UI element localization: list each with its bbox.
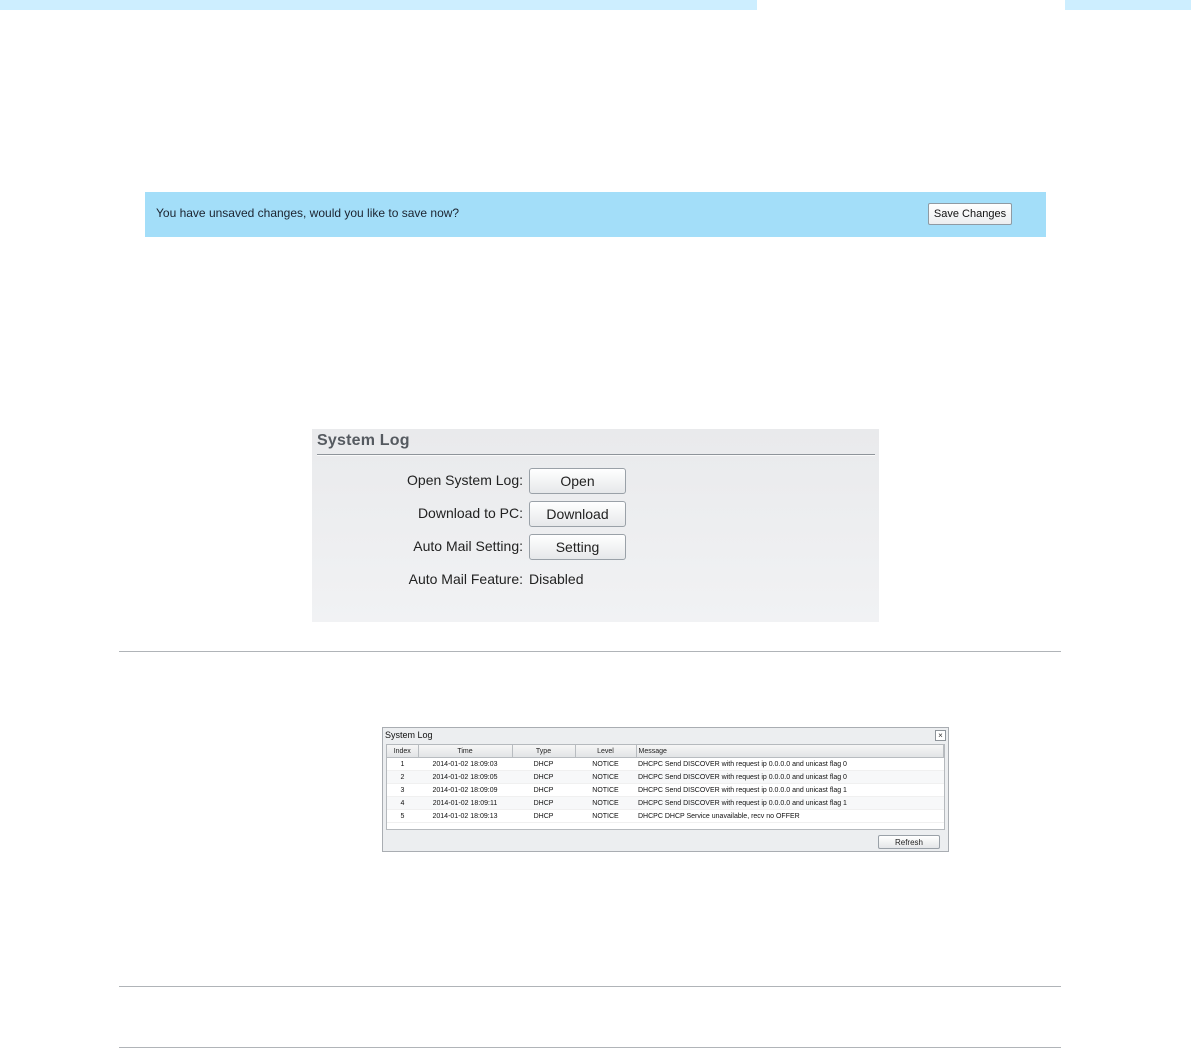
unsaved-changes-banner — [145, 192, 1046, 237]
system-log-window — [382, 727, 949, 852]
divider — [119, 986, 1061, 987]
cell-level: NOTICE — [575, 784, 636, 797]
refresh-button[interactable]: Refresh — [878, 835, 940, 849]
cell-index: 1 — [387, 758, 418, 771]
cell-time: 2014-01-02 18:09:05 — [418, 771, 512, 784]
setting-button[interactable]: Setting — [529, 534, 626, 560]
download-to-pc-row — [312, 501, 879, 527]
top-band-left — [0, 0, 757, 10]
auto-mail-setting-row — [312, 534, 879, 560]
divider — [119, 1047, 1061, 1048]
cell-level: NOTICE — [575, 771, 636, 784]
cell-type: DHCP — [512, 758, 575, 771]
cell-type: DHCP — [512, 810, 575, 823]
open-button[interactable]: Open — [529, 468, 626, 494]
auto-mail-feature-row — [312, 567, 879, 593]
auto-mail-feature-label: Auto Mail Feature: — [408, 571, 523, 587]
log-table-header — [387, 745, 944, 758]
save-changes-button[interactable]: Save Changes — [928, 203, 1012, 225]
log-window-title: System Log — [385, 730, 433, 740]
title-divider — [317, 454, 875, 456]
table-row[interactable] — [387, 797, 944, 810]
auto-mail-setting-label: Auto Mail Setting: — [413, 538, 523, 554]
cell-type: DHCP — [512, 771, 575, 784]
cell-message: DHCPC Send DISCOVER with request ip 0.0.0.0 and unicast flag 0 — [636, 771, 944, 784]
download-button[interactable]: Download — [529, 501, 626, 527]
cell-type: DHCP — [512, 784, 575, 797]
system-log-title: System Log — [317, 432, 410, 449]
table-row[interactable] — [387, 771, 944, 784]
table-row[interactable] — [387, 758, 944, 771]
cell-message: DHCPC Send DISCOVER with request ip 0.0.0.0 and unicast flag 1 — [636, 797, 944, 810]
table-row[interactable] — [387, 810, 944, 823]
column-header-level[interactable]: Level — [575, 745, 636, 758]
cell-message: DHCPC Send DISCOVER with request ip 0.0.0.0 and unicast flag 0 — [636, 758, 944, 771]
cell-level: NOTICE — [575, 758, 636, 771]
cell-message: DHCPC DHCP Service unavailable, recv no OFFER — [636, 810, 944, 823]
open-system-log-row — [312, 468, 879, 494]
cell-message: DHCPC Send DISCOVER with request ip 0.0.0.0 and unicast flag 1 — [636, 784, 944, 797]
auto-mail-feature-value: Disabled — [529, 571, 584, 587]
divider — [119, 651, 1061, 652]
cell-time: 2014-01-02 18:09:09 — [418, 784, 512, 797]
cell-index: 3 — [387, 784, 418, 797]
cell-index: 2 — [387, 771, 418, 784]
cell-type: DHCP — [512, 797, 575, 810]
download-to-pc-label: Download to PC: — [417, 505, 523, 521]
column-header-type[interactable]: Type — [512, 745, 575, 758]
table-row[interactable] — [387, 784, 944, 797]
column-header-message[interactable]: Message — [636, 745, 944, 758]
cell-time: 2014-01-02 18:09:11 — [418, 797, 512, 810]
top-band-right — [1065, 0, 1191, 10]
cell-index: 5 — [387, 810, 418, 823]
cell-level: NOTICE — [575, 797, 636, 810]
cell-level: NOTICE — [575, 810, 636, 823]
cell-index: 4 — [387, 797, 418, 810]
unsaved-changes-message: You have unsaved changes, would you like to save now? — [156, 206, 460, 220]
system-log-panel — [312, 429, 879, 622]
column-header-index[interactable]: Index — [387, 745, 418, 758]
column-header-time[interactable]: Time — [418, 745, 512, 758]
close-icon[interactable]: × — [935, 730, 946, 741]
cell-time: 2014-01-02 18:09:03 — [418, 758, 512, 771]
open-system-log-label: Open System Log: — [407, 472, 523, 488]
log-table — [386, 744, 945, 830]
cell-time: 2014-01-02 18:09:13 — [418, 810, 512, 823]
